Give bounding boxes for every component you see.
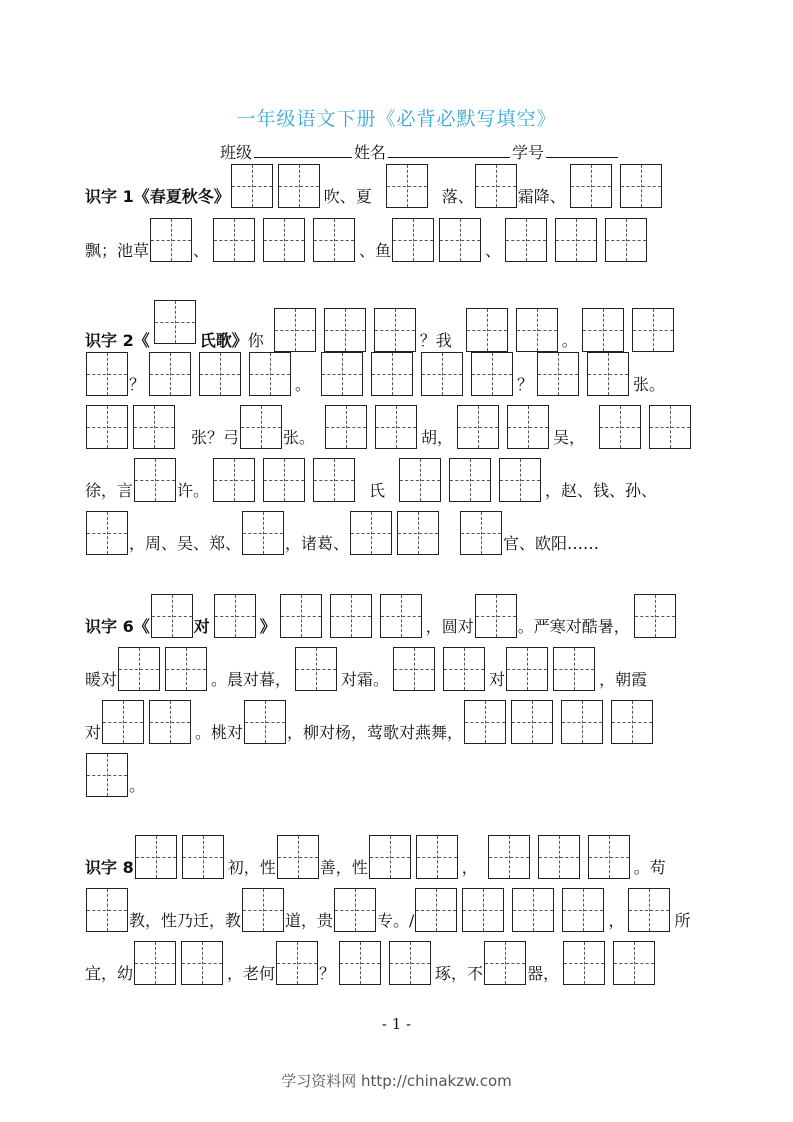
writing-box[interactable] <box>330 594 372 638</box>
writing-box[interactable] <box>460 511 502 555</box>
writing-box[interactable] <box>133 405 175 449</box>
writing-box[interactable] <box>512 888 554 932</box>
s2-text: ，周、吴、郑、 <box>129 534 242 553</box>
writing-box[interactable] <box>570 164 612 208</box>
s1-heading: 识字 1《春夏秋冬》 <box>85 187 230 206</box>
writing-box[interactable] <box>505 218 547 262</box>
s2-line-2 <box>85 352 665 398</box>
writing-box[interactable] <box>324 308 366 352</box>
writing-box[interactable] <box>150 218 192 262</box>
s3-text: 暖对 <box>85 670 118 689</box>
s2-line-4 <box>85 458 657 504</box>
s4-text: 善，性 <box>319 858 368 877</box>
writing-box[interactable] <box>393 647 435 691</box>
writing-box[interactable] <box>313 458 355 502</box>
writing-box[interactable] <box>397 511 439 555</box>
s3-text: 。严寒对酷暑， <box>517 617 630 636</box>
s3-text: 对 <box>85 723 102 742</box>
writing-box[interactable] <box>439 218 481 262</box>
writing-box[interactable] <box>488 835 530 879</box>
s3-text: ，柳对杨，莺歌对燕舞， <box>287 723 464 742</box>
s3-heading: 》 <box>259 617 276 636</box>
class-blank <box>254 141 352 158</box>
s4-text: ，老何 <box>227 964 276 983</box>
writing-box[interactable] <box>375 405 417 449</box>
name-label: 姓名 <box>354 143 387 162</box>
writing-box[interactable] <box>263 458 305 502</box>
s4-line-2 <box>85 888 690 934</box>
writing-box[interactable] <box>587 352 629 396</box>
s1-text: 、 <box>485 241 502 260</box>
site-footer: 学习资料网 http://chinakzw.com <box>281 1072 512 1090</box>
writing-box[interactable] <box>86 352 128 396</box>
writing-box[interactable] <box>242 888 284 932</box>
writing-box[interactable] <box>369 835 411 879</box>
writing-box[interactable] <box>415 888 457 932</box>
writing-box[interactable] <box>582 308 624 352</box>
writing-box[interactable] <box>295 647 337 691</box>
s3-text: 对霜。 <box>341 670 390 689</box>
s3-line-2 <box>85 647 647 693</box>
writing-box[interactable] <box>634 594 676 638</box>
writing-box[interactable] <box>231 164 273 208</box>
s2-text: 张。 <box>283 428 316 447</box>
s2-text: 许。 <box>177 481 210 500</box>
writing-box[interactable] <box>213 218 255 262</box>
writing-box[interactable] <box>321 352 363 396</box>
writing-box[interactable] <box>154 300 196 344</box>
s4-text: 琢，不 <box>435 964 484 983</box>
s4-text: 所 <box>674 911 691 930</box>
page-number: - 1 - <box>381 1015 412 1033</box>
writing-box[interactable] <box>649 405 691 449</box>
writing-box[interactable] <box>199 352 241 396</box>
writing-box[interactable] <box>244 700 286 744</box>
writing-box[interactable] <box>134 458 176 502</box>
writing-box[interactable] <box>386 164 428 208</box>
s2-text: 吴， <box>553 428 586 447</box>
writing-box[interactable] <box>511 700 553 744</box>
s3-text: ，圆对 <box>425 617 474 636</box>
writing-box[interactable] <box>277 835 319 879</box>
s4-text: 道，贵 <box>285 911 334 930</box>
writing-box[interactable] <box>134 941 176 985</box>
writing-box[interactable] <box>118 647 160 691</box>
writing-box[interactable] <box>102 700 144 744</box>
writing-box[interactable] <box>280 594 322 638</box>
writing-box[interactable] <box>86 405 128 449</box>
writing-box[interactable] <box>334 888 376 932</box>
writing-box[interactable] <box>416 835 458 879</box>
writing-box[interactable] <box>555 218 597 262</box>
writing-box[interactable] <box>471 352 513 396</box>
s2-text: ，诸葛、 <box>285 534 350 553</box>
writing-box[interactable] <box>135 835 177 879</box>
s4-heading: 识字 8 <box>85 858 134 877</box>
writing-box[interactable] <box>507 405 549 449</box>
writing-box[interactable] <box>588 835 630 879</box>
writing-box[interactable] <box>562 888 604 932</box>
s2-line-1 <box>85 300 678 350</box>
writing-box[interactable] <box>339 941 381 985</box>
s2-heading: 识字 2《 <box>85 331 150 350</box>
writing-box[interactable] <box>399 458 441 502</box>
writing-box[interactable] <box>561 700 603 744</box>
s2-text: 官、欧阳…… <box>503 534 600 553</box>
s1-text: 、鱼 <box>359 241 392 260</box>
writing-box[interactable] <box>325 405 367 449</box>
s4-text: 。苟 <box>633 858 666 877</box>
s2-text: 张？弓 <box>191 428 240 447</box>
writing-box[interactable] <box>371 352 413 396</box>
s2-line-5 <box>85 511 599 557</box>
s2-text: ？ <box>129 375 146 394</box>
writing-box[interactable] <box>276 941 318 985</box>
writing-box[interactable] <box>313 218 355 262</box>
s4-line-1 <box>85 835 666 881</box>
writing-box[interactable] <box>86 511 128 555</box>
writing-box[interactable] <box>466 308 508 352</box>
writing-box[interactable] <box>392 218 434 262</box>
writing-box[interactable] <box>553 647 595 691</box>
writing-box[interactable] <box>165 647 207 691</box>
page-title: 一年级语文下册《必背必默写填空》 <box>236 108 557 130</box>
writing-box[interactable] <box>249 352 291 396</box>
writing-box[interactable] <box>516 308 558 352</box>
writing-box[interactable] <box>538 835 580 879</box>
s2-text: 。 <box>561 331 578 350</box>
s4-text: ？ <box>319 964 336 983</box>
s1-text: 霜降、 <box>517 187 566 206</box>
writing-box[interactable] <box>563 941 605 985</box>
s3-line-3 <box>85 700 657 746</box>
writing-box[interactable] <box>182 835 224 879</box>
writing-box[interactable] <box>240 405 282 449</box>
writing-box[interactable] <box>628 888 670 932</box>
s1-text: 吹、夏 <box>323 187 372 206</box>
s1-text: 飘；池草 <box>85 241 150 260</box>
writing-box[interactable] <box>462 888 504 932</box>
writing-box[interactable] <box>443 647 485 691</box>
number-blank <box>546 141 618 158</box>
name-blank <box>388 141 510 158</box>
writing-box[interactable] <box>449 458 491 502</box>
s3-text: ，朝霞 <box>599 670 648 689</box>
s2-text: 氏 <box>369 481 386 500</box>
s4-text: 教，性乃迁，教 <box>129 911 242 930</box>
writing-box[interactable] <box>181 941 223 985</box>
s3-line-4 <box>85 753 145 799</box>
s2-text: ？ <box>517 375 534 394</box>
student-info <box>220 140 620 163</box>
writing-box[interactable] <box>149 700 191 744</box>
writing-box[interactable] <box>213 458 255 502</box>
writing-box[interactable] <box>457 405 499 449</box>
s1-line-1 <box>85 164 666 210</box>
s3-text: 。晨对暮， <box>211 670 292 689</box>
s2-text: 徐，言 <box>85 481 134 500</box>
writing-box[interactable] <box>86 753 128 797</box>
writing-box[interactable] <box>278 164 320 208</box>
writing-box[interactable] <box>149 352 191 396</box>
writing-box[interactable] <box>484 941 526 985</box>
s4-line-3 <box>85 941 659 987</box>
s3-heading: 识字 6《 <box>85 617 150 636</box>
writing-box[interactable] <box>86 888 128 932</box>
s1-text: 落、 <box>441 187 474 206</box>
writing-box[interactable] <box>214 594 256 638</box>
s2-text: 你 <box>247 331 264 350</box>
s3-heading: 对 <box>193 617 210 636</box>
s2-text: 张。 <box>633 375 666 394</box>
s1-line-2 <box>85 218 651 264</box>
s4-text: 宜，幼 <box>85 964 134 983</box>
writing-box[interactable] <box>380 594 422 638</box>
writing-box[interactable] <box>464 700 506 744</box>
writing-box[interactable] <box>506 647 548 691</box>
class-label: 班级 <box>220 143 253 162</box>
s4-text: 初，性 <box>227 858 276 877</box>
s2-text: ？我 <box>419 331 452 350</box>
s3-text: 。桃对 <box>195 723 244 742</box>
writing-box[interactable] <box>475 594 517 638</box>
writing-box[interactable] <box>613 941 655 985</box>
writing-box[interactable] <box>242 511 284 555</box>
writing-box[interactable] <box>537 352 579 396</box>
s4-text: 专。/ <box>377 911 415 930</box>
s1-text: 、 <box>193 241 210 260</box>
number-label: 学号 <box>512 143 545 162</box>
writing-box[interactable] <box>389 941 431 985</box>
writing-box[interactable] <box>599 405 641 449</box>
s2-text: 。 <box>295 375 312 394</box>
writing-box[interactable] <box>263 218 305 262</box>
writing-box[interactable] <box>151 594 193 638</box>
writing-box[interactable] <box>374 308 416 352</box>
writing-box[interactable] <box>499 458 541 502</box>
writing-box[interactable] <box>611 700 653 744</box>
writing-box[interactable] <box>632 308 674 352</box>
s4-text: ， <box>608 911 625 930</box>
s4-text: ， <box>461 858 478 877</box>
s3-line-1 <box>85 594 680 640</box>
s2-heading: 氏歌》 <box>199 331 248 350</box>
writing-box[interactable] <box>350 511 392 555</box>
writing-box[interactable] <box>421 352 463 396</box>
writing-box[interactable] <box>274 308 316 352</box>
s4-text: 器， <box>527 964 560 983</box>
writing-box[interactable] <box>475 164 517 208</box>
s2-text: ，赵、钱、孙、 <box>545 481 658 500</box>
s3-text: 。 <box>129 776 146 795</box>
writing-box[interactable] <box>620 164 662 208</box>
s2-text: 胡， <box>421 428 454 447</box>
writing-box[interactable] <box>605 218 647 262</box>
s3-text: 对 <box>489 670 506 689</box>
s2-line-3 <box>85 405 695 451</box>
